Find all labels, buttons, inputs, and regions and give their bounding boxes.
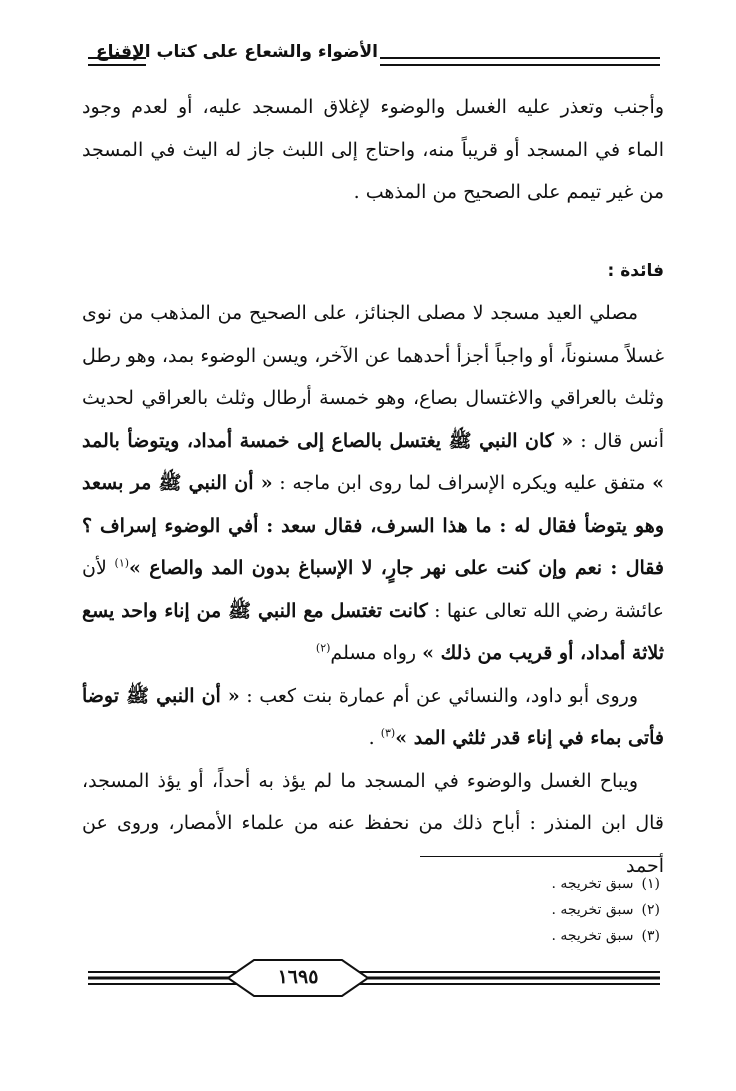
section-heading: فائدة : — [607, 260, 664, 281]
paragraph-2-text-d: رواه مسلم — [330, 642, 417, 664]
hadith-quote-1: « كان النبي ﷺ يغتسل بالصاع إلى خمسة أمداد، ويتوضأ بالمد » — [82, 429, 664, 494]
footnote-1 — [420, 871, 660, 897]
footnote-number: (١) — [641, 876, 660, 892]
footnote-text: سبق تخريجه . — [551, 928, 634, 944]
running-header — [88, 38, 660, 78]
footnote-separator — [420, 856, 660, 857]
page-number-ornament — [88, 958, 660, 998]
hadith-quote-4: « أن النبي ﷺ توضأ فأتى بماء في إناء قدر ثلثي المد » — [82, 684, 664, 749]
paragraph-2-text-b: متفق عليه ويكره الإسراف لما روى ابن ماجه : — [279, 472, 646, 494]
footnote-text: سبق تخريجه . — [551, 902, 634, 918]
hadith-quote-2: « أن النبي ﷺ مر بسعد وهو يتوضأ فقال له : ما هذا السرف، فقال سعد : أفي الوضوء إسراف ؟ فقال : نعم وإن كنت على نهر جارٍ، لا الإسباغ بدون المد والصاع » — [82, 472, 664, 579]
footnote-text: سبق تخريجه . — [551, 876, 634, 892]
footnote-ref-2: (٢) — [315, 641, 331, 655]
header-rule-right — [380, 57, 660, 66]
footnote-number: (٣) — [641, 928, 660, 944]
footnotes — [420, 871, 660, 949]
main-text — [82, 86, 664, 887]
footnote-number: (٢) — [641, 902, 660, 918]
hadith-quote-3: كانت تغتسل مع النبي ﷺ من إناء واحد يسع ثلاثة أمداد، أو قريب من ذلك » — [82, 599, 664, 664]
footnote-3 — [420, 923, 660, 949]
footnote-ref-3: (٣) — [380, 726, 396, 740]
paragraph-2-text-c: لأن عائشة رضي الله تعالى عنها : — [82, 557, 664, 622]
paragraph-2-text-a: مصلي العيد مسجد لا مصلى الجنائز، على الصحيح من المذهب من نوى غسلاً مسنوناً، أو واجباً أجزأ أحدهما عن الآخر، ويسن الوضوء بمد، وهو رطل وثلث بالعراقي والاغتسال بصاع، وهو خمسة أرطال وثلث بالعراقي لحديث أنس قال : — [82, 302, 664, 452]
page-number-frame-icon — [88, 958, 660, 998]
paragraph-2 — [82, 292, 664, 675]
paragraph-3 — [82, 675, 664, 760]
paragraph-3-end: . — [368, 727, 375, 749]
footnote-ref-1: (١) — [114, 556, 130, 570]
paragraph-1: وأجنب وتعذر عليه الغسل والوضوء لإغلاق المسجد عليه، أو لعدم وجود الماء في المسجد أو قريباً منه، واحتاج إلى اللبث جاز له اليث في المسجد من غير تيمم على الصحيح من المذهب . — [82, 96, 664, 203]
paragraph-3-text-a: وروى أبو داود، والنسائي عن أم عمارة بنت كعب : — [246, 684, 639, 707]
paragraph-4: ويباح الغسل والوضوء في المسجد ما لم يؤذ به أحداً، أو يؤذ المسجد، قال ابن المنذر : أباح ذلك من نحفظ عنه من علماء الأمصار، وروى عن أحمد — [82, 769, 664, 877]
footnote-2 — [420, 897, 660, 923]
page-number: ١٦٩٥ — [277, 966, 319, 988]
header-title: الأضواء والشعاع على كتاب الإقناع — [95, 42, 378, 62]
